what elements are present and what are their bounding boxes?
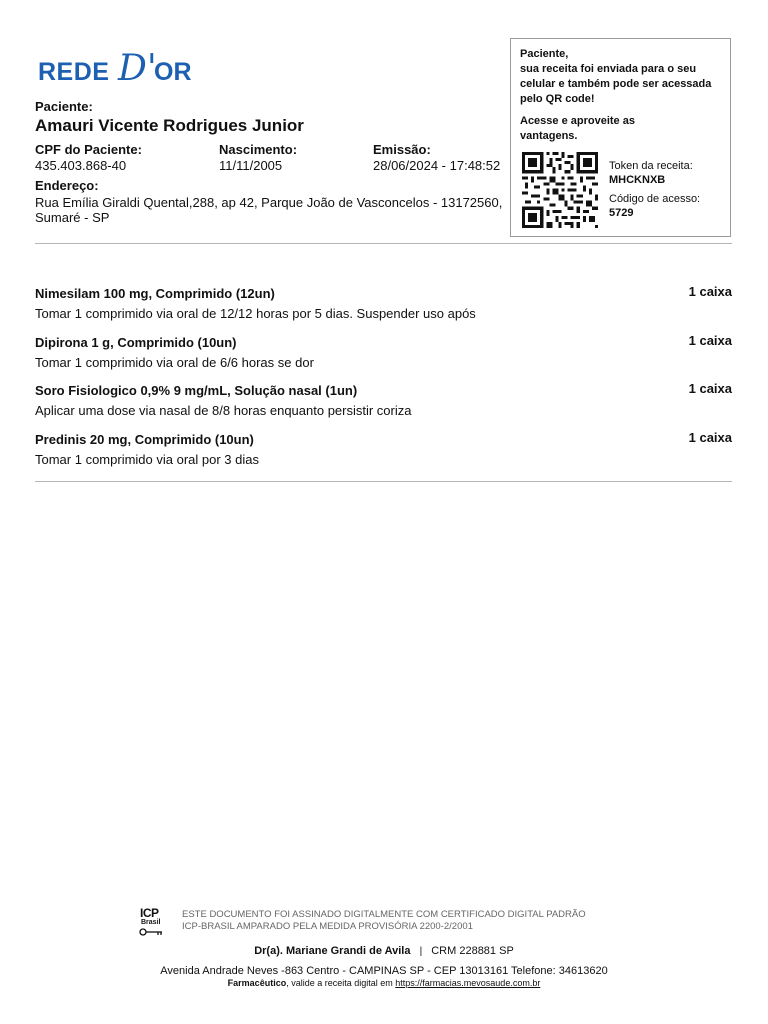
issue-label: Emissão: xyxy=(373,142,431,157)
medication-dosage: Tomar 1 comprimido via oral por 3 dias xyxy=(35,452,259,467)
medication-name: Dipirona 1 g, Comprimido (10un) xyxy=(35,335,237,350)
medication-name: Nimesilam 100 mg, Comprimido (12un) xyxy=(35,286,275,301)
medication-name: Soro Fisiologico 0,9% 9 mg/mL, Solução nasal (1un) xyxy=(35,383,358,398)
medication-dosage: Tomar 1 comprimido via oral de 12/12 horas por 5 dias. Suspender uso após xyxy=(35,306,476,321)
logo-text-or: OR xyxy=(154,58,192,86)
patient-name: Amauri Vicente Rodrigues Junior xyxy=(35,116,304,135)
address-line-2: Sumaré - SP xyxy=(35,210,110,225)
medication-dosage: Aplicar uma dose via nasal de 8/8 horas enquanto persistir coriza xyxy=(35,403,412,418)
medication-quantity: 1 caixa xyxy=(688,430,732,445)
header-divider xyxy=(35,243,732,244)
medication-quantity: 1 caixa xyxy=(688,333,732,348)
icp-logo-text: ICP xyxy=(140,906,159,920)
pharmacist-validation xyxy=(0,978,768,988)
digital-signature-notice xyxy=(182,909,632,933)
token-label: Token da receita: xyxy=(609,160,693,172)
validation-link[interactable]: https://farmacias.mevosaude.com.br xyxy=(395,978,541,988)
qr-message-line: Paciente, xyxy=(520,48,569,60)
birth-label: Nascimento: xyxy=(219,142,298,157)
address-line-1: Rua Emília Giraldi Quental,288, ap 42, Parque João de Vasconcelos - 13172560, xyxy=(35,195,503,210)
cpf-value: 435.403.868-40 xyxy=(35,158,127,173)
separator: | xyxy=(419,946,423,957)
qr-message-line: Acesse e aproveite as xyxy=(520,115,635,127)
access-code-value: 5729 xyxy=(609,207,634,219)
items-divider xyxy=(35,481,732,482)
pharmacist-text: , valide a receita digital em xyxy=(286,978,396,988)
logo-text-d: D' xyxy=(118,48,157,89)
birth-value: 11/11/2005 xyxy=(219,158,283,173)
qr-message-advantages xyxy=(520,114,725,144)
issue-value: 28/06/2024 - 17:48:52 xyxy=(373,158,501,173)
logo-text-rede: REDE xyxy=(38,58,110,86)
doctor-crm: CRM 228881 SP xyxy=(431,945,514,957)
access-code-label: Código de acesso: xyxy=(609,193,701,205)
notice-line: ESTE DOCUMENTO FOI ASSINADO DIGITALMENTE COM CERTIFICADO DIGITAL PADRÃO xyxy=(182,909,586,920)
qr-code-icon[interactable] xyxy=(520,152,600,228)
pharmacist-label: Farmacêutico xyxy=(227,978,287,988)
qr-message-line: celular e também pode ser acessada xyxy=(520,78,712,90)
medication-quantity: 1 caixa xyxy=(688,284,732,299)
patient-label: Paciente: xyxy=(35,99,93,114)
clinic-address: Avenida Andrade Neves -863 Centro - CAMPINAS SP - CEP 13013161 Telefone: 34613620 xyxy=(160,965,608,977)
qr-message xyxy=(520,47,725,107)
qr-panel xyxy=(510,38,731,237)
cpf-label: CPF do Paciente: xyxy=(35,142,142,157)
key-icon xyxy=(139,927,163,937)
address-label: Endereço: xyxy=(35,178,99,193)
doctor-signature xyxy=(0,945,768,957)
icp-brasil-logo xyxy=(138,906,168,938)
doctor-name: Dr(a). Mariane Grandi de Avila xyxy=(254,945,411,957)
medication-dosage: Tomar 1 comprimido via oral de 6/6 horas se dor xyxy=(35,355,314,370)
token-value: MHCKNXB xyxy=(609,174,666,186)
icp-logo-subtext: Brasil xyxy=(141,919,161,926)
qr-message-line: pelo QR code! xyxy=(520,93,595,105)
medication-quantity: 1 caixa xyxy=(688,381,732,396)
rede-dor-logo xyxy=(38,46,192,89)
medication-name: Predinis 20 mg, Comprimido (10un) xyxy=(35,432,254,447)
qr-message-line: sua receita foi enviada para o seu xyxy=(520,63,697,75)
qr-message-line: vantagens. xyxy=(520,130,578,142)
notice-line: ICP-BRASIL AMPARADO PELA MEDIDA PROVISÓRIA 2200-2/2001 xyxy=(182,921,473,932)
